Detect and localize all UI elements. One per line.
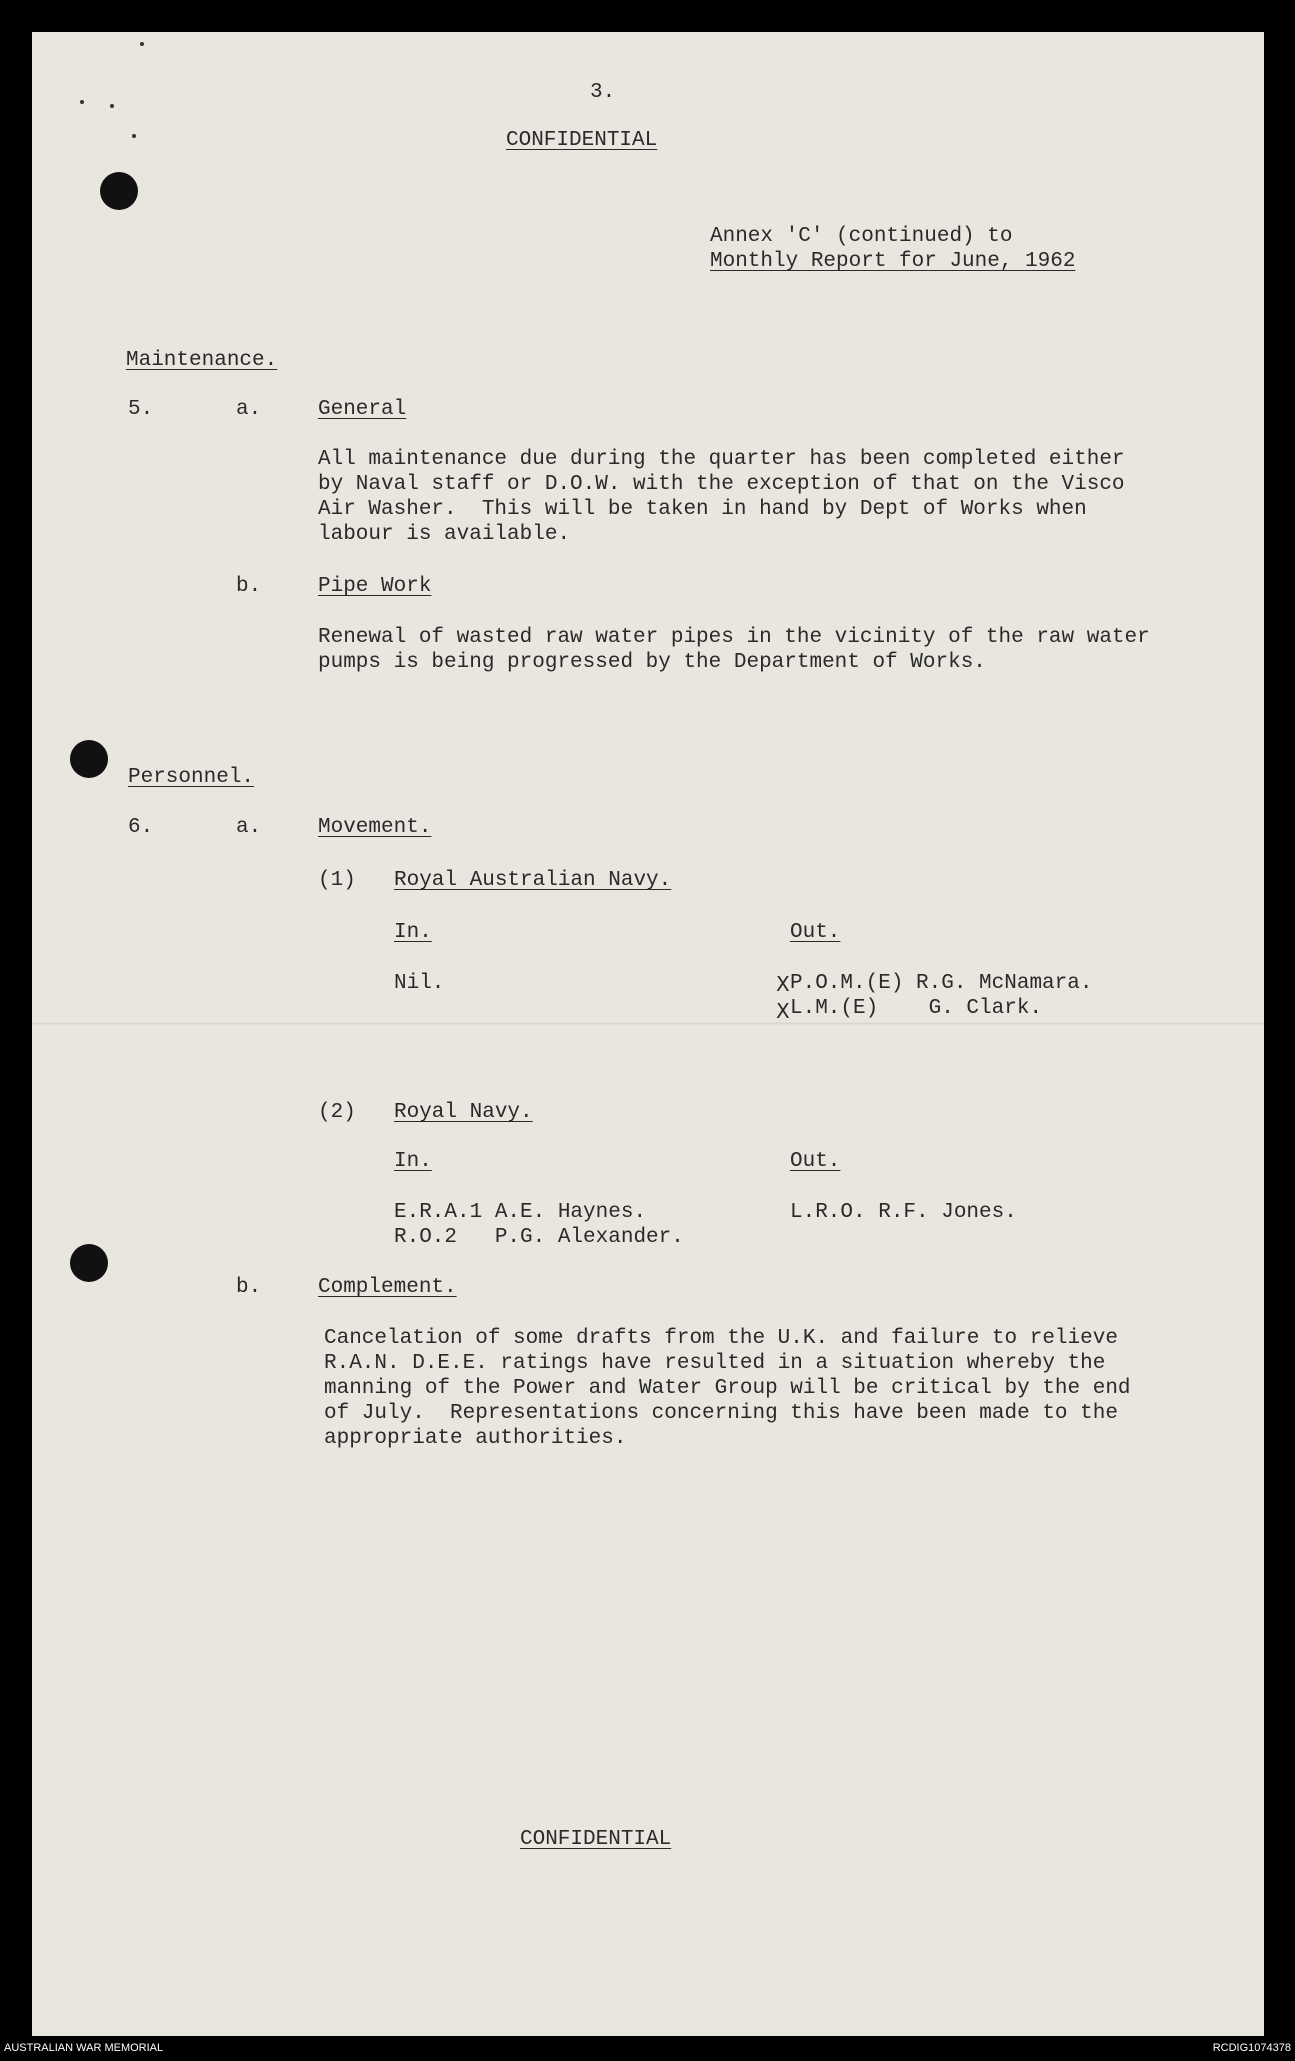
subsection-letter: b. xyxy=(236,1276,262,1299)
general-title: General xyxy=(318,398,407,421)
paper-speck xyxy=(110,104,114,108)
rn-title: Royal Navy. xyxy=(394,1101,533,1124)
punch-hole-middle xyxy=(70,740,108,778)
section-number: 6. xyxy=(128,816,154,839)
paragraph-line: Cancelation of some drafts from the U.K. and failure to relieve xyxy=(324,1327,1118,1350)
paragraph-line: manning of the Power and Water Group will be critical by the end xyxy=(324,1377,1131,1400)
handwritten-x-mark: X xyxy=(776,972,790,996)
general-paragraph xyxy=(318,447,1125,547)
rn-in-entry: R.O.2 P.G. Alexander. xyxy=(394,1226,684,1249)
pipe-work-title: Pipe Work xyxy=(318,575,432,598)
paragraph-line: Air Washer. This will be taken in hand by Dept of Works when xyxy=(318,498,1087,521)
punch-hole-bottom xyxy=(70,1244,108,1282)
paper-speck xyxy=(80,100,84,104)
fold-crease xyxy=(32,1022,1264,1025)
rn-number: (2) xyxy=(318,1101,356,1124)
page-number: 3. xyxy=(590,81,616,104)
pipe-work-paragraph xyxy=(318,625,1150,675)
paper-speck xyxy=(132,134,136,138)
footer-classification: CONFIDENTIAL xyxy=(520,1828,672,1851)
rn-in-label: In. xyxy=(394,1150,432,1173)
personnel-heading: Personnel. xyxy=(128,766,255,789)
rn-out-entry: L.R.O. R.F. Jones. xyxy=(790,1201,1017,1224)
paragraph-line: pumps is being progressed by the Department of Works. xyxy=(318,651,986,674)
paragraph-line: of July. Representations concerning this have been made to the xyxy=(324,1402,1118,1425)
ran-in-entry: Nil. xyxy=(394,972,445,995)
ran-out-entry: P.O.M.(E) R.G. McNamara. xyxy=(790,972,1093,995)
complement-paragraph xyxy=(324,1326,1131,1451)
paragraph-line: Renewal of wasted raw water pipes in the vicinity of the raw water xyxy=(318,626,1150,649)
maintenance-heading: Maintenance. xyxy=(126,349,278,372)
subsection-letter: a. xyxy=(236,816,262,839)
ran-out-label: Out. xyxy=(790,921,841,944)
subsection-letter: a. xyxy=(236,398,262,421)
rn-out-label: Out. xyxy=(790,1150,841,1173)
ran-number: (1) xyxy=(318,869,356,892)
archive-record-id: RCDIG1074378 xyxy=(1212,2042,1291,2054)
document-page xyxy=(32,32,1264,2036)
paragraph-line: by Naval staff or D.O.W. with the exception of that on the Visco xyxy=(318,473,1125,496)
annex-title-line1: Annex 'C' (continued) to xyxy=(710,225,1013,248)
paragraph-line: R.A.N. D.E.E. ratings have resulted in a situation whereby the xyxy=(324,1352,1106,1375)
header-classification: CONFIDENTIAL xyxy=(506,129,658,152)
paragraph-line: appropriate authorities. xyxy=(324,1427,627,1450)
punch-hole-top xyxy=(100,172,138,210)
ran-in-label: In. xyxy=(394,921,432,944)
paragraph-line: All maintenance due during the quarter has been completed either xyxy=(318,448,1125,471)
movement-title: Movement. xyxy=(318,816,432,839)
annex-title-line2: Monthly Report for June, 1962 xyxy=(710,250,1076,273)
section-number: 5. xyxy=(128,398,154,421)
ran-title: Royal Australian Navy. xyxy=(394,869,672,892)
ran-out-entry: L.M.(E) G. Clark. xyxy=(790,997,1043,1020)
handwritten-x-mark: X xyxy=(776,999,790,1023)
paper-speck xyxy=(140,42,144,46)
complement-title: Complement. xyxy=(318,1276,457,1299)
paragraph-line: labour is available. xyxy=(318,523,571,546)
subsection-letter: b. xyxy=(236,575,262,598)
rn-in-entry: E.R.A.1 A.E. Haynes. xyxy=(394,1201,647,1224)
archive-credit: AUSTRALIAN WAR MEMORIAL xyxy=(4,2042,164,2054)
